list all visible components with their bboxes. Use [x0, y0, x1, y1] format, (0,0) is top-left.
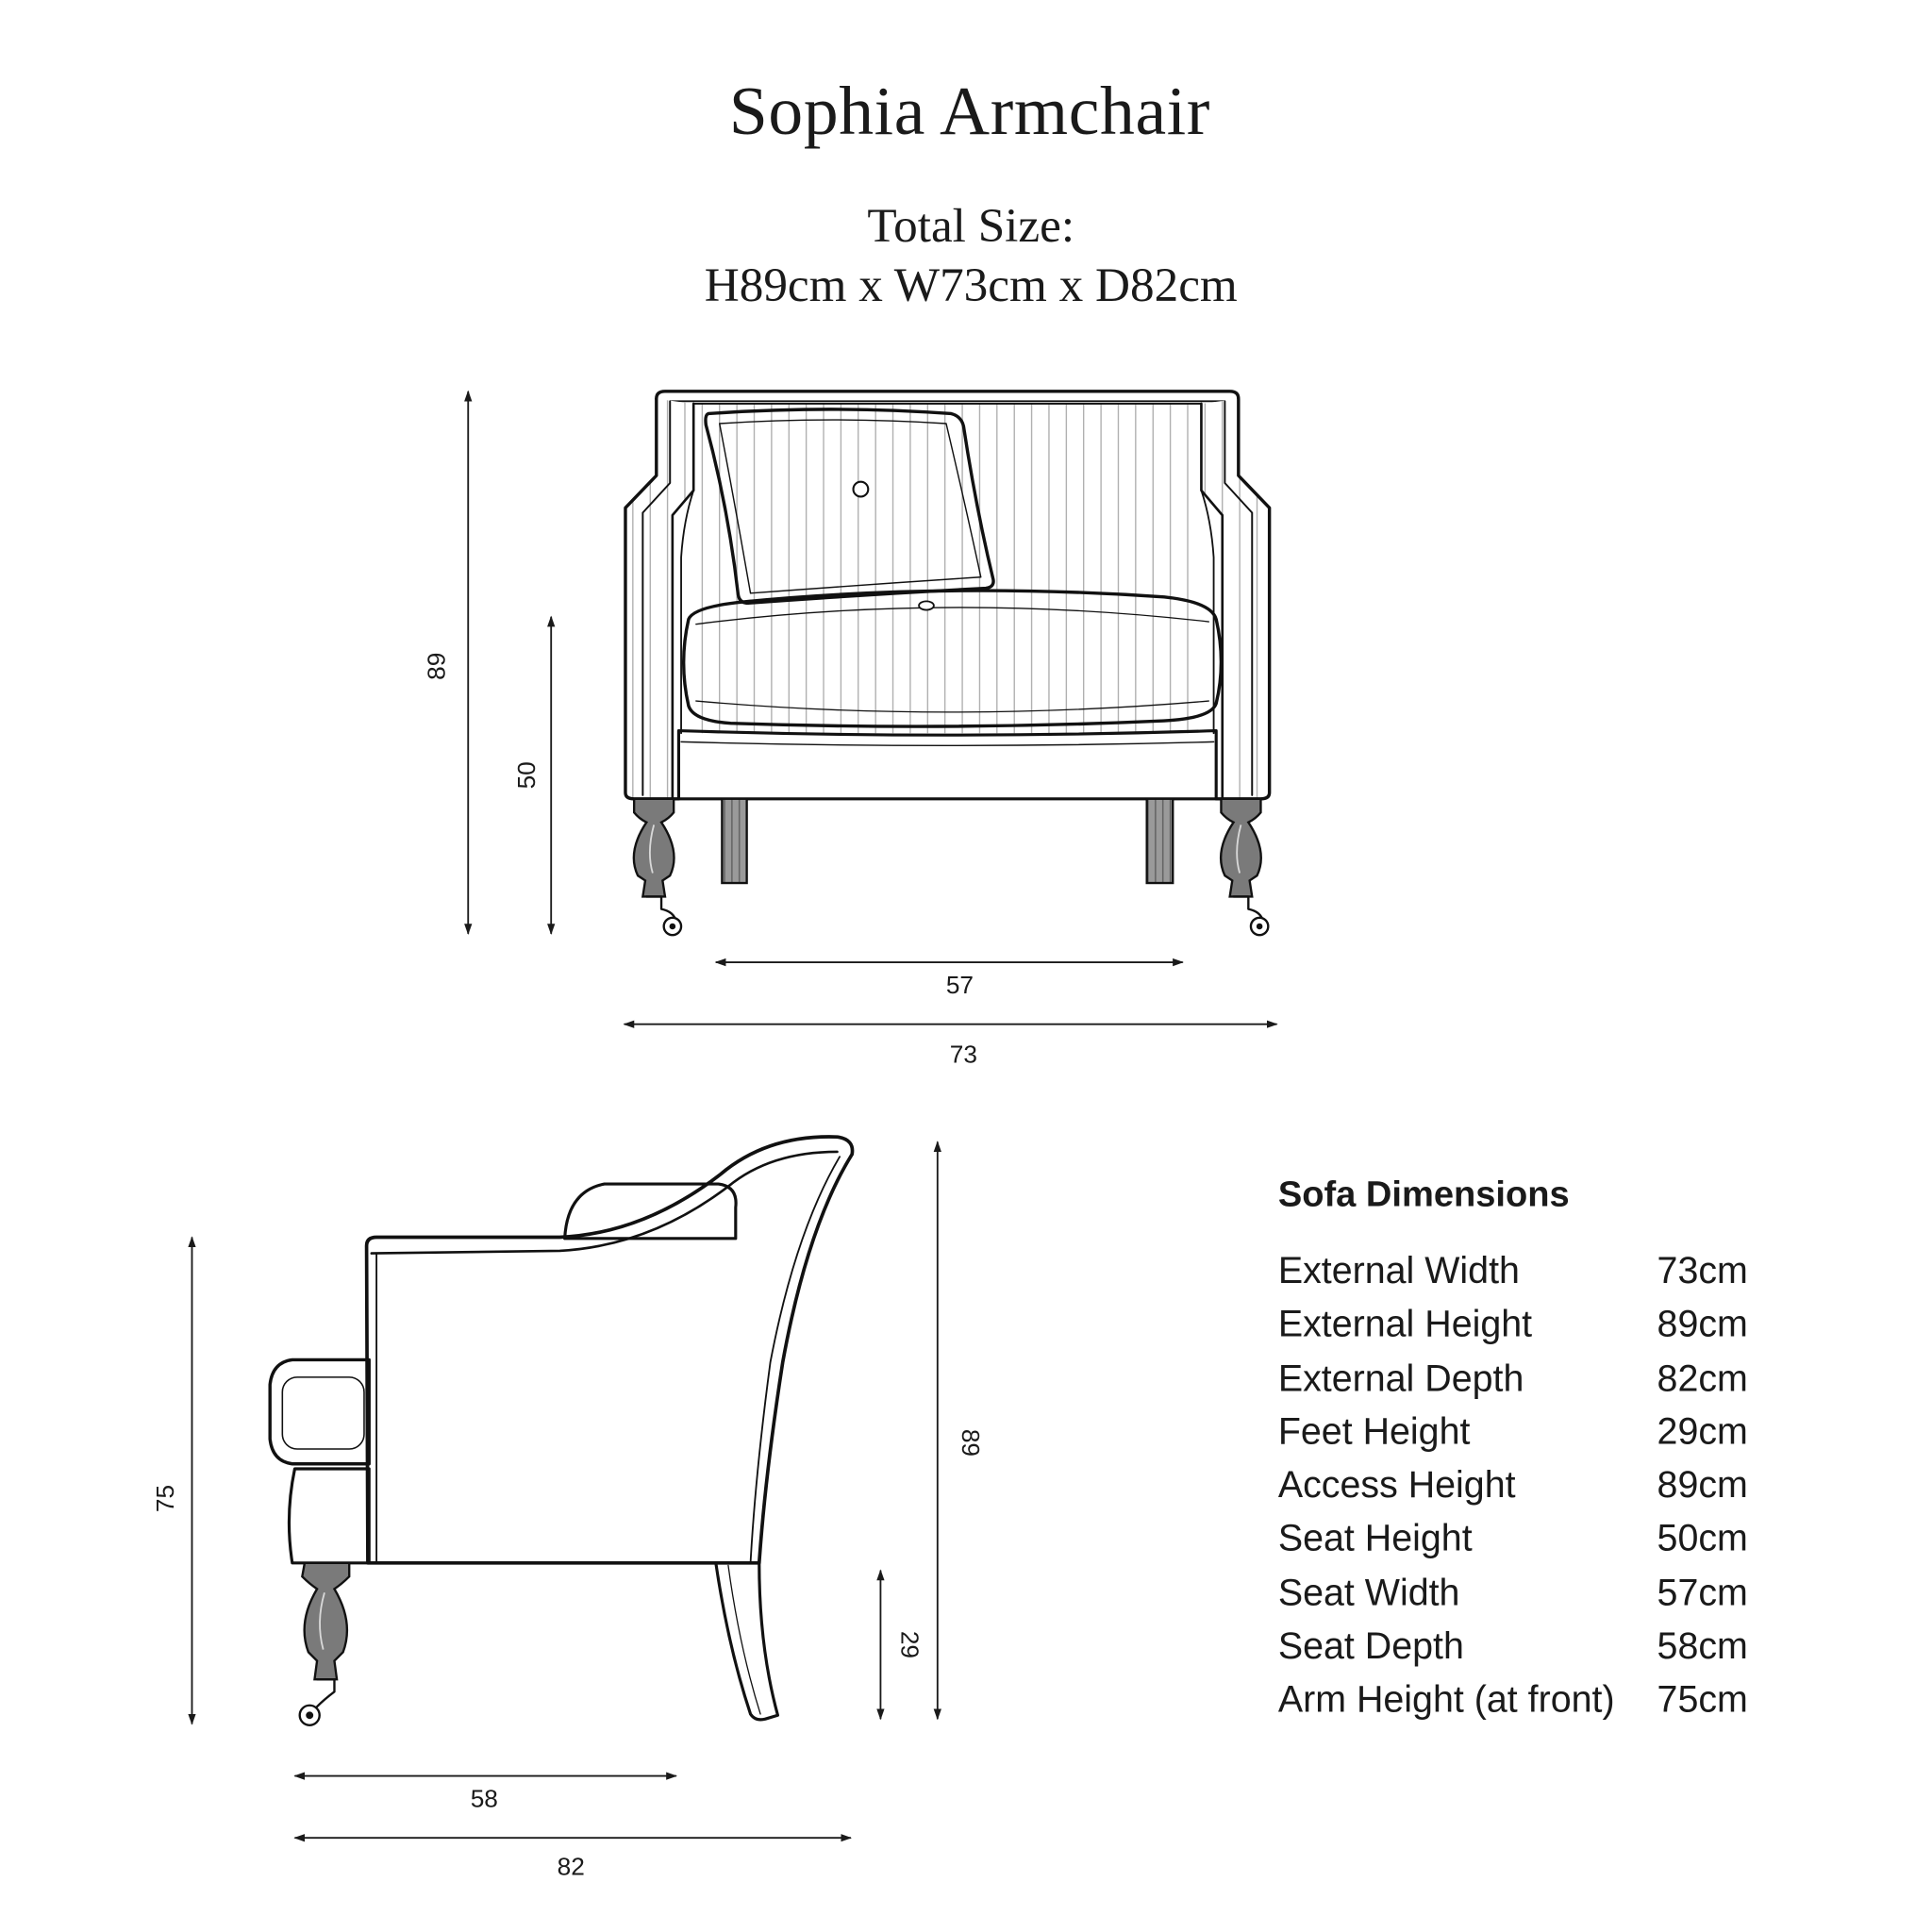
row-value: 82cm — [1657, 1357, 1748, 1399]
row-value: 73cm — [1657, 1250, 1748, 1292]
row-value: 29cm — [1657, 1411, 1748, 1453]
side-depth-label: 82 — [557, 1852, 585, 1881]
pillow-button — [854, 482, 869, 497]
row-label: Seat Height — [1277, 1519, 1473, 1560]
page-title: Sophia Armchair — [728, 73, 1210, 150]
side-view-chair — [270, 1137, 852, 1725]
side-caster — [300, 1679, 335, 1725]
side-front-panel — [289, 1469, 369, 1563]
base-rail-inner-line — [681, 741, 1214, 745]
left-arm-front-face — [625, 399, 693, 799]
total-size-label: Total Size: — [867, 199, 1075, 253]
table-row — [1278, 1566, 1748, 1620]
front-view-chair — [625, 391, 1270, 935]
right-arm-front-face — [1201, 399, 1269, 799]
front-width-label: 73 — [949, 1040, 977, 1069]
table-row — [1278, 1298, 1748, 1352]
table-row — [1278, 1513, 1748, 1567]
table-row — [1278, 1459, 1748, 1513]
side-body — [367, 1137, 853, 1563]
table-row — [1278, 1620, 1748, 1674]
row-value: 89cm — [1657, 1465, 1748, 1507]
front-back-leg-right — [1147, 799, 1174, 883]
row-value: 58cm — [1657, 1625, 1748, 1668]
table-row — [1278, 1352, 1748, 1406]
table-row — [1278, 1406, 1748, 1459]
row-label: Feet Height — [1277, 1411, 1471, 1453]
row-value: 50cm — [1657, 1519, 1748, 1560]
side-rear-leg — [716, 1563, 778, 1720]
front-back-leg-left — [722, 799, 746, 883]
side-seat-depth-label: 58 — [470, 1784, 498, 1813]
side-dimensions — [151, 1141, 985, 1880]
total-size-value: H89cm x W73cm x D82cm — [704, 258, 1238, 312]
front-seat-height-label: 50 — [512, 761, 541, 790]
side-height-label: 89 — [957, 1428, 986, 1457]
front-back-top — [657, 391, 1239, 399]
row-label: Seat Width — [1277, 1572, 1460, 1614]
row-label: External Height — [1277, 1304, 1533, 1346]
caster-right — [1234, 896, 1269, 935]
row-label: Arm Height (at front) — [1277, 1679, 1615, 1722]
front-base-rail — [678, 731, 1216, 799]
front-leg-left — [634, 799, 675, 897]
front-back-inner-line — [670, 401, 1224, 404]
row-label: Access Height — [1277, 1465, 1516, 1507]
seat-button — [919, 601, 934, 609]
table-row — [1278, 1244, 1748, 1298]
row-value: 75cm — [1657, 1679, 1748, 1722]
row-label: Seat Depth — [1277, 1625, 1464, 1668]
row-value: 89cm — [1657, 1304, 1748, 1346]
spec-table-heading: Sofa Dimensions — [1277, 1174, 1570, 1215]
row-label: External Depth — [1277, 1357, 1524, 1399]
front-leg-right — [1221, 799, 1261, 897]
front-back-panel — [693, 404, 1201, 733]
row-label: External Width — [1277, 1250, 1520, 1292]
side-scroll-arm-piping — [282, 1377, 364, 1449]
row-value: 57cm — [1657, 1572, 1748, 1614]
side-arm-height-label: 75 — [150, 1484, 179, 1513]
table-row — [1278, 1674, 1748, 1727]
caster-left — [646, 896, 681, 935]
front-height-label: 89 — [422, 652, 451, 680]
spec-table — [1278, 1244, 1748, 1727]
front-seat-width-label: 57 — [945, 970, 974, 999]
side-feet-height-label: 29 — [895, 1630, 924, 1659]
side-front-leg — [302, 1563, 349, 1679]
